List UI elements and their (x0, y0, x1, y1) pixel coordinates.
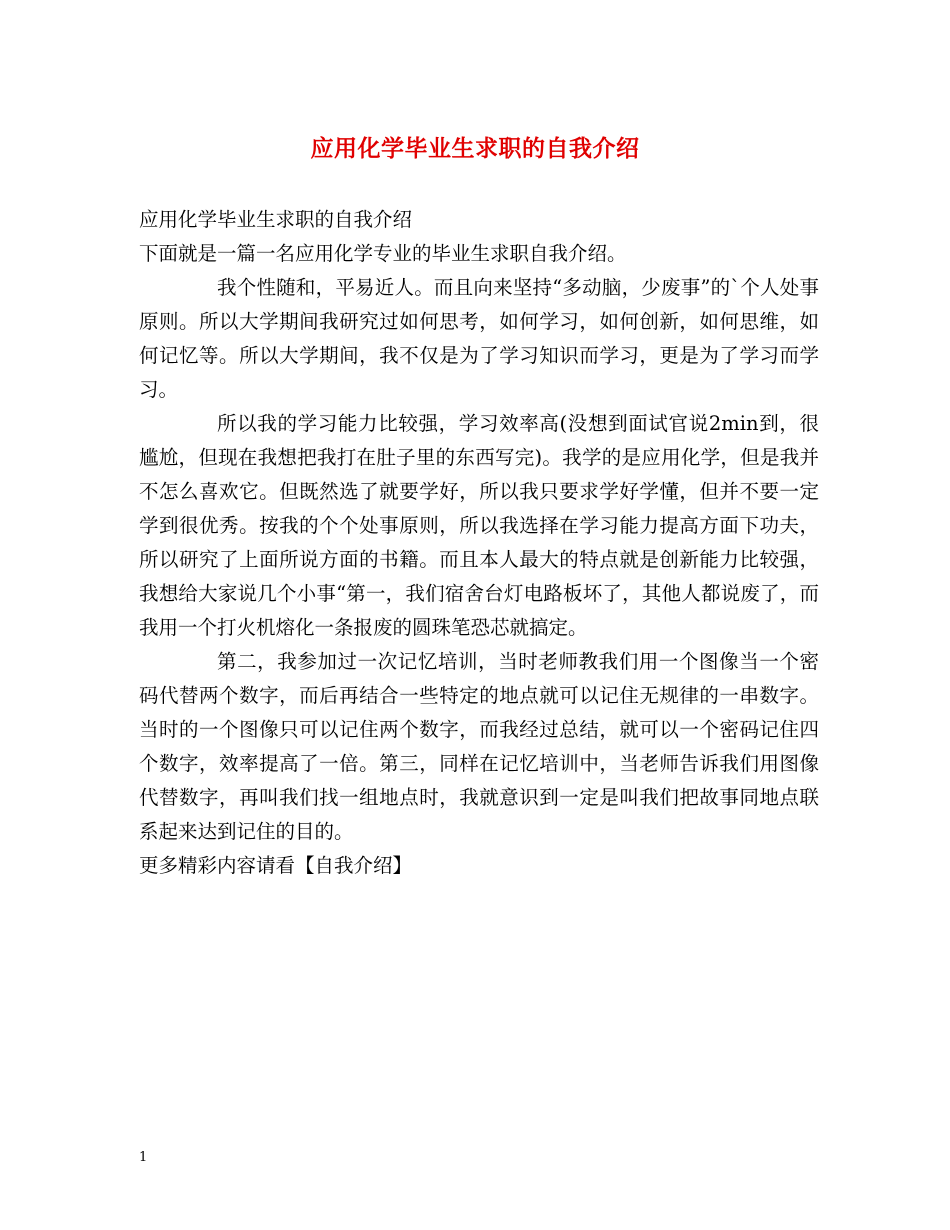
paragraph-2: 所以我的学习能力比较强，学习效率高(没想到面试官说2min到，很尴尬，但现在我想把我打在肚子里的东西写完)。我学的是应用化学，但是我并不怎么喜欢它。但既然选了就要学好，所以我只要求学好学懂，但并不要一定学到很优秀。按我的个个处事原则，所以我选择在学习能力提高方面下功夫，所以研究了上面所说方面的书籍。而且本人最大的特点就是创新能力比较强，我想给大家说几个小事“第一，我们宿舍台灯电路板坏了，其他人都说废了，而我用一个打火机熔化一条报废的圆珠笔恐芯就搞定。 (139, 412, 819, 639)
paragraph-3: 第二，我参加过一次记忆培训，当时老师教我们用一个图像当一个密码代替两个数字，而后再结合一些特定的地点就可以记住无规律的一串数字。当时的一个图像只可以记住两个数字，而我经过总结，就可以一个密码记住四个数字，效率提高了一倍。第三，同样在记忆培训中，当老师告诉我们用图像代替数字，再叫我们找一组地点时，我就意识到一定是叫我们把故事同地点联系起来达到记住的目的。 (139, 650, 819, 843)
page-number: 1 (139, 1150, 148, 1165)
document-body (139, 203, 819, 883)
paragraph-1: 我个性随和，平易近人。而且向来坚持“多动脑，少废事”的`个人处事原则。所以大学期间我研究过如何思考，如何学习，如何创新，如何思维，如何记忆等。所以大学期间，我不仅是为了学习知识而学习，更是为了学习而学习。 (139, 276, 819, 401)
intro-line: 下面就是一篇一名应用化学专业的毕业生求职自我介绍。 (139, 242, 627, 265)
footer-link-line: 更多精彩内容请看【自我介绍】 (139, 854, 413, 877)
document-title: 应用化学毕业生求职的自我介绍 (310, 135, 640, 162)
subtitle-line: 应用化学毕业生求职的自我介绍 (139, 208, 413, 231)
